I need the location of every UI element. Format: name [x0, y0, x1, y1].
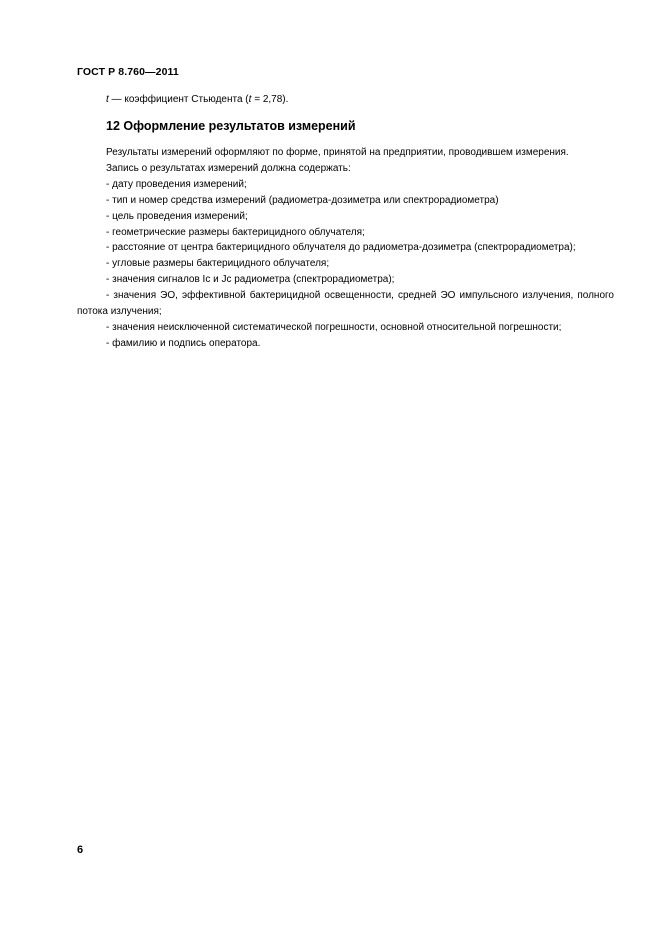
list-item-values: - значения ЭО, эффективной бактерицидной освещенности, средней ЭО импульсного излучения, полного потока излучения;	[77, 290, 614, 318]
page-number: 6	[77, 844, 84, 856]
paragraph-record-contents: Запись о результатах измерений должна содержать:	[106, 162, 351, 174]
list-item-angular-size: - угловые размеры бактерицидного облучателя;	[106, 258, 330, 270]
list-item-signals: - значения сигналов Iс и Jс радиометра (спектрорадиометра);	[106, 274, 395, 286]
list-item-purpose: - цель проведения измерений;	[106, 210, 248, 222]
document-header: ГОСТ Р 8.760—2011	[77, 66, 179, 78]
formula-symbol-2: t	[248, 94, 252, 105]
list-item-distance: - расстояние от центра бактерицидного облучателя до радиометра-дозиметра (спектрорадиометра);	[106, 242, 576, 254]
list-item-operator: - фамилию и подпись оператора.	[106, 337, 261, 349]
list-item-errors: - значения неисключенной систематической погрешности, основной относительной погрешности;	[106, 321, 562, 333]
list-item-instrument: - тип и номер средства измерений (радиометра-дозиметра или спектрорадиометра)	[106, 194, 499, 206]
formula-text-before: — коэффициент Стьюдента (	[108, 94, 249, 105]
formula-symbol: t	[106, 94, 109, 105]
paragraph-intro: Результаты измерений оформляют по форме, принятой на предприятии, проводившем измерения.	[106, 147, 569, 158]
list-item-geometry: - геометрические размеры бактерицидного облучателя;	[106, 226, 365, 238]
formula-text-after: = 2,78).	[251, 94, 289, 105]
section-title: 12 Оформление результатов измерений	[106, 119, 356, 133]
list-item-date: - дату проведения измерений;	[106, 178, 247, 190]
section-content	[77, 145, 614, 352]
formula-note	[106, 94, 288, 105]
